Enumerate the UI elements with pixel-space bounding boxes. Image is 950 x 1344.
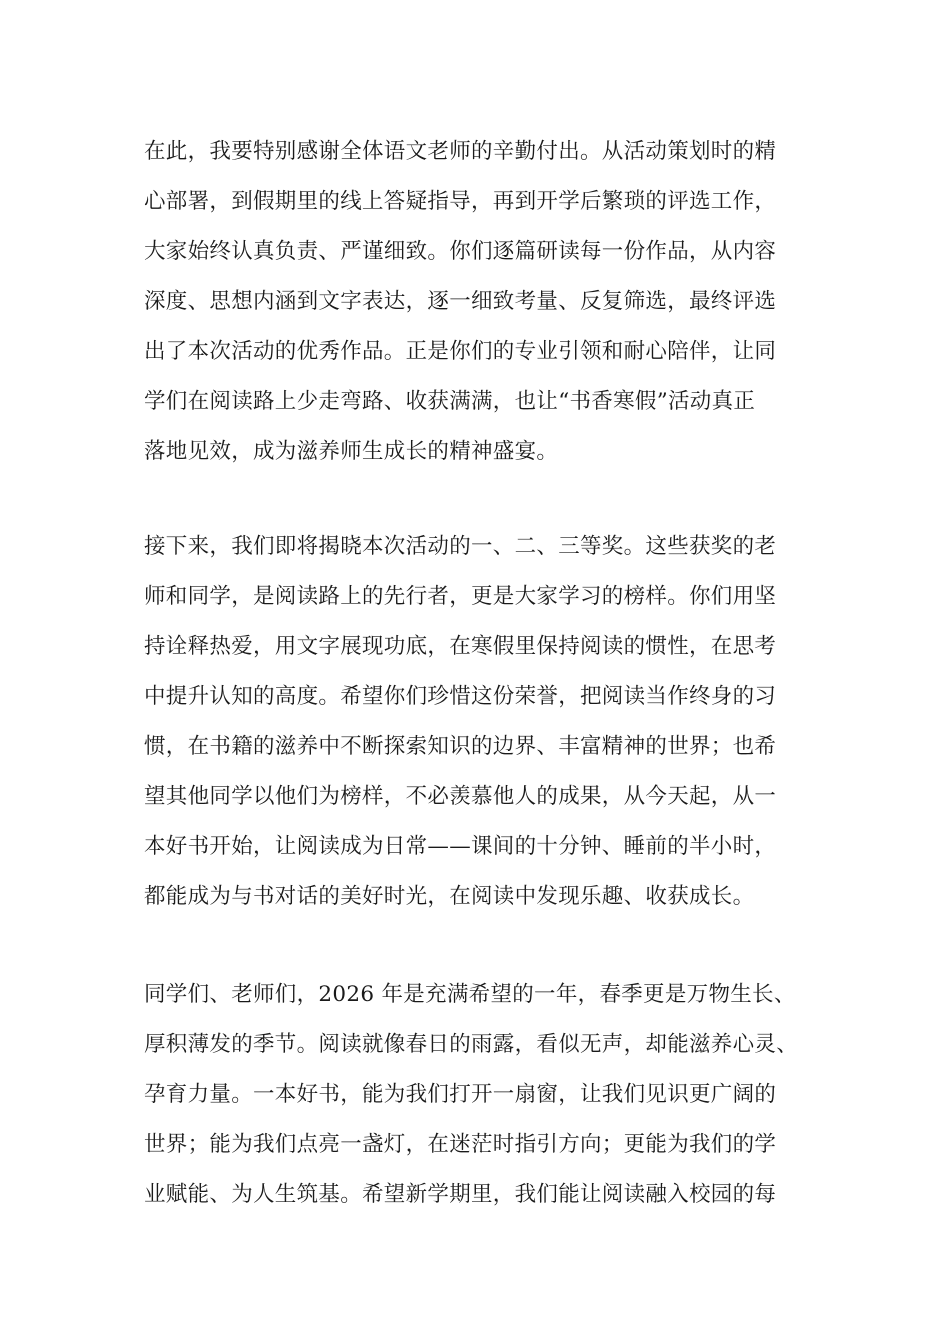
text-line: 在此，我要特别感谢全体语文老师的辛勤付出。从活动策划时的精 (144, 139, 777, 164)
text-line: 本好书开始，让阅读成为日常——课间的十分钟、睡前的半小时， (144, 834, 777, 859)
text-line: 深度、思想内涵到文字表达，逐一细致考量、反复筛选，最终评选 (144, 289, 777, 314)
text-line: 都能成为与书对话的美好时光，在阅读中发现乐趣、收获成长。 (144, 884, 755, 909)
text-line: 心部署，到假期里的线上答疑指导，再到开学后繁琐的评选工作， (144, 189, 777, 214)
text-line: 中提升认知的高度。希望你们珍惜这份荣誉，把阅读当作终身的习 (144, 684, 777, 709)
text-line: 孕育力量。一本好书，能为我们打开一扇窗，让我们见识更广阔的 (144, 1082, 777, 1107)
text-line: 惯，在书籍的滋养中不断探索知识的边界、丰富精神的世界；也希 (144, 734, 777, 759)
text-line: 大家始终认真负责、严谨细致。你们逐篇研读每一份作品，从内容 (144, 239, 777, 264)
text-line: 接下来，我们即将揭晓本次活动的一、二、三等奖。这些获奖的老 (144, 534, 777, 559)
text-line: 望其他同学以他们为榜样，不必羡慕他人的成果，从今天起，从一 (144, 784, 777, 809)
paragraph-spring-reading (144, 970, 844, 1220)
text-line: 师和同学，是阅读路上的先行者，更是大家学习的榜样。你们用坚 (144, 584, 777, 609)
text-line: 世界；能为我们点亮一盏灯，在迷茫时指引方向；更能为我们的学 (144, 1132, 777, 1157)
text-line: 厚积薄发的季节。阅读就像春日的雨露，看似无声，却能滋养心灵、 (144, 1032, 799, 1057)
text-line: 出了本次活动的优秀作品。正是你们的专业引领和耐心陪伴，让同 (144, 339, 777, 364)
text-line: 持诠释热爱，用文字展现功底，在寒假里保持阅读的惯性，在思考 (144, 634, 777, 659)
text-line: 学们在阅读路上少走弯路、收获满满，也让“书香寒假”活动真正 (144, 389, 756, 414)
text-line: 同学们、老师们，2026 年是充满希望的一年，春季更是万物生长、 (144, 982, 796, 1007)
text-line: 业赋能、为人生筑基。希望新学期里，我们能让阅读融入校园的每 (144, 1182, 777, 1207)
paragraph-award-announcement (144, 522, 844, 922)
text-line: 落地见效，成为滋养师生成长的精神盛宴。 (144, 439, 559, 464)
paragraph-thanks-teachers (144, 127, 844, 477)
